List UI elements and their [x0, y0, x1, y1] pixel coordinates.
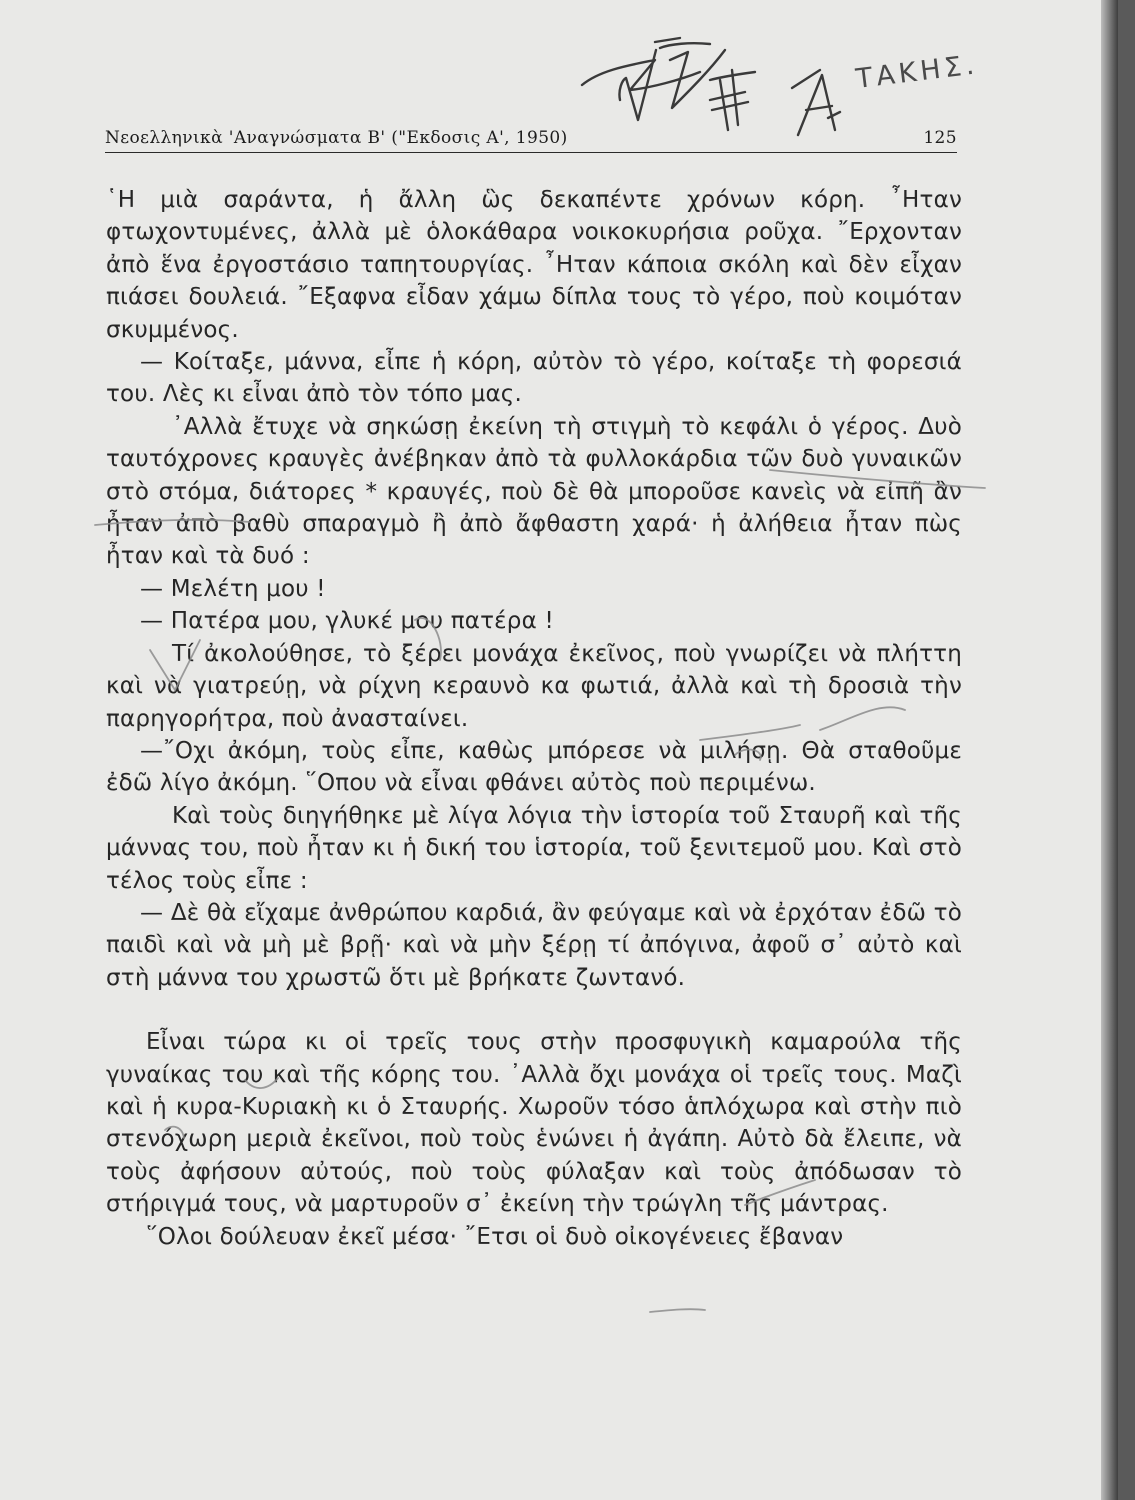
page-number: 125 — [923, 128, 957, 148]
paragraph: —῎Οχι ἀκόμη, τοὺς εἶπε, καθὼς μπόρεσε νὰ μιλήσῃ. Θὰ σταθοῦμε ἐδῶ λίγο ἀκόμη. ῞Οπου νὰ εἶναι φθάνει αὐτὸς ποὺ περιμένω. — [106, 737, 962, 797]
handwritten-name: ΤΑΚΗΣ. — [854, 49, 980, 95]
running-title: Νεοελληνικὰ 'Αναγνώσματα Β' ("Εκδοσις Α', 1950) — [105, 128, 568, 148]
binding-edge — [1101, 0, 1118, 1500]
paragraph: ῞Ολοι δούλευαν ἐκεῖ μέσα· ῎Ετσι οἱ δυὸ οἰκογένειες ἔβαναν — [146, 1223, 844, 1250]
paragraph: Καὶ τοὺς διηγήθηκε μὲ λίγα λόγια τὴν ἱστορία τοῦ Σταυρῆ καὶ τῆς μάννας του, ποὺ ἦταν κι ἡ δική του ἱστορία, τοῦ ξενιτεμοῦ μου. Καὶ στὸ τέλος τοὺς εἶπε : — [106, 802, 962, 894]
paragraph: — Πατέρα μου, γλυκέ μου πατέρα ! — [140, 608, 554, 635]
paragraph: Εἶναι τώρα κι οἱ τρεῖς τους στὴν προσφυγικὴ καμαρούλα τῆς γυναίκας του καὶ τῆς κόρης του. ᾿Αλλὰ ὄχι μονάχα οἱ τρεῖς τους. Μαζὶ καὶ ἡ κυρα-Κυριακὴ κι ὁ Σταυρής. Χωροῦν τόσο ἁπλόχωρα καὶ στὴν πιὸ στενόχωρη μεριὰ ἐκεῖνοι, ποὺ τοὺς ἑνώνει ἡ ἀγάπη. Αὐτὸ δὰ ἔλειπε, νὰ τοὺς ἀφήσουν αὐτούς, ποὺ τοὺς φύλαξαν καὶ τοὺς ἀπόδωσαν τὸ στήριγμά τους, νὰ μαρτυροῦν σ᾿ ἐκείνη τὴν τρώγλη τῆς μάντρας. — [106, 1029, 962, 1218]
paragraph: ᾿Αλλὰ ἔτυχε νὰ σηκώσῃ ἐκείνη τὴ στιγμὴ τὸ κεφάλι ὁ γέρος. Δυὸ ταυτόχρονες κραυγὲς ἀνέβηκαν ἀπὸ τὰ φυλλοκάρδια τῶν δυὸ γυναικῶν στὸ στόμα, διάτορες * κραυγές, ποὺ δὲ θὰ μποροῦσε κανεὶς νὰ εἰπῆ ἂν ἦταν ἀπὸ βαθὺ σπαραγμὸ ἢ ἀπὸ ἄφθαστη χαρά· ἡ ἀλήθεια ἦταν πὼς ἦταν καὶ τὰ δυό : — [106, 413, 962, 570]
paragraph: — Κοίταξε, μάννα, εἶπε ἡ κόρη, αὐτὸν τὸ γέρο, κοίταξε τὴ φορεσιά του. Λὲς κι εἶναι ἀπὸ τὸν τόπο μας. — [106, 349, 962, 408]
paragraph: Τί ἀκολούθησε, τὸ ξέρει μονάχα ἐκεῖνος, ποὺ γνωρίζει νὰ πλήττη καὶ νὰ γιατρεύῃ, νὰ ρίχνη κεραυνὸ κα φωτιά, ἀλλὰ καὶ τὴ δροσιὰ τὴν παρηγορήτρα, ποὺ ἀνασταίνει. — [106, 640, 962, 732]
paragraph: — Μελέτη μου ! — [140, 575, 326, 602]
paragraph: ῾Η μιὰ σαράντα, ἡ ἄλλη ὣς δεκαπέντε χρόνων κόρη. ῏Ηταν φτωχοντυμένες, ἀλλὰ μὲ ὁλοκάθαρα νοικοκυρήσια ροῦχα. ῎Ερχονταν ἀπὸ ἕνα ἐργοστάσιο ταπητουργίας. ῏Ηταν κάποια σκόλη καὶ δὲν εἶχαν πιάσει δουλειά. ῎Εξαφνα εἶδαν χάμω δίπλα τους τὸ γέρο, ποὺ κοιμόταν σκυμμένος. — [106, 187, 962, 343]
body-text — [106, 184, 962, 1253]
paragraph: — Δὲ θὰ εἴχαμε ἀνθρώπου καρδιά, ἂν φεύγαμε καὶ νὰ ἐρχόταν ἐδῶ τὸ παιδὶ καὶ νὰ μὴ μὲ βρῇ· καὶ νὰ μὴν ξέρῃ τί ἀπόγινα, ἀφοῦ σ᾿ αὐτὸ καὶ στὴ μάννα του χρωστῶ ὅτι μὲ βρήκατε ζωντανό. — [106, 899, 962, 991]
